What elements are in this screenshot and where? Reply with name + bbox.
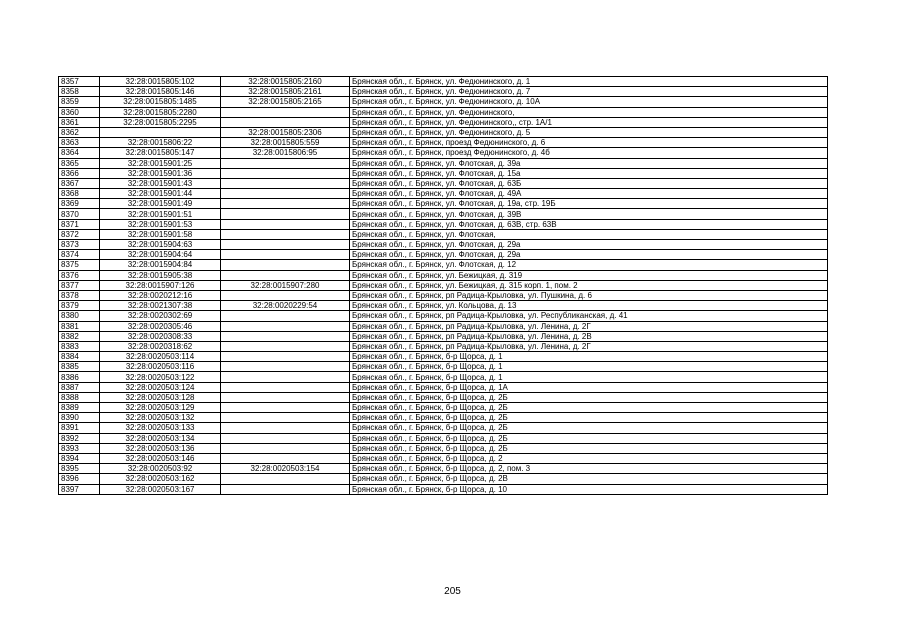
address-cell: Брянская обл., г. Брянск, ул. Флотская, д. 49А	[350, 189, 828, 199]
building-number-cell	[221, 392, 350, 402]
table-row	[59, 148, 828, 158]
table-row	[59, 423, 828, 433]
building-number-cell	[221, 270, 350, 280]
row-number-cell: 8389	[59, 403, 100, 413]
cadastral-number-cell: 32:28:0015905:38	[100, 270, 221, 280]
cadastral-number-cell: 32:28:0020318:62	[100, 341, 221, 351]
address-cell: Брянская обл., г. Брянск, б-р Щорса, д. 2Б	[350, 443, 828, 453]
row-number-cell: 8392	[59, 433, 100, 443]
address-cell: Брянская обл., г. Брянск, ул. Флотская, д. 12	[350, 260, 828, 270]
row-number-cell: 8382	[59, 331, 100, 341]
building-number-cell	[221, 117, 350, 127]
building-number-cell	[221, 352, 350, 362]
address-cell: Брянская обл., г. Брянск, ул. Федюнинского,, стр. 1А/1	[350, 117, 828, 127]
address-cell: Брянская обл., г. Брянск, ул. Федюнинского, д. 10А	[350, 97, 828, 107]
cadastral-number-cell: 32:28:0020302:69	[100, 311, 221, 321]
cadastral-number-cell: 32:28:0020503:133	[100, 423, 221, 433]
address-cell: Брянская обл., г. Брянск, б-р Щорса, д. 2Б	[350, 423, 828, 433]
cadastral-number-cell: 32:28:0021307:38	[100, 301, 221, 311]
table-row	[59, 168, 828, 178]
table-row	[59, 453, 828, 463]
row-number-cell: 8372	[59, 229, 100, 239]
building-number-cell	[221, 158, 350, 168]
registry-table	[58, 76, 828, 495]
building-number-cell	[221, 413, 350, 423]
row-number-cell: 8368	[59, 189, 100, 199]
row-number-cell: 8379	[59, 301, 100, 311]
row-number-cell: 8393	[59, 443, 100, 453]
row-number-cell: 8383	[59, 341, 100, 351]
row-number-cell: 8360	[59, 107, 100, 117]
cadastral-number-cell: 32:28:0020308:33	[100, 331, 221, 341]
table-row	[59, 433, 828, 443]
table-row	[59, 280, 828, 290]
table-row	[59, 107, 828, 117]
table-row	[59, 117, 828, 127]
registry-table-body	[59, 77, 828, 495]
address-cell: Брянская обл., г. Брянск, проезд Федюнинского, д. 6	[350, 138, 828, 148]
building-number-cell	[221, 321, 350, 331]
row-number-cell: 8363	[59, 138, 100, 148]
cadastral-number-cell: 32:28:0015901:43	[100, 178, 221, 188]
table-row	[59, 199, 828, 209]
cadastral-number-cell	[100, 127, 221, 137]
row-number-cell: 8364	[59, 148, 100, 158]
row-number-cell: 8370	[59, 209, 100, 219]
cadastral-number-cell: 32:28:0020503:136	[100, 443, 221, 453]
row-number-cell: 8385	[59, 362, 100, 372]
building-number-cell	[221, 382, 350, 392]
table-row	[59, 229, 828, 239]
building-number-cell: 32:28:0015805:2165	[221, 97, 350, 107]
address-cell: Брянская обл., г. Брянск, ул. Флотская,	[350, 229, 828, 239]
row-number-cell: 8358	[59, 87, 100, 97]
table-row	[59, 97, 828, 107]
cadastral-number-cell: 32:28:0020503:116	[100, 362, 221, 372]
address-cell: Брянская обл., г. Брянск, рп Радица-Крыловка, ул. Пушкина, д. 6	[350, 290, 828, 300]
row-number-cell: 8396	[59, 474, 100, 484]
cadastral-number-cell: 32:28:0020503:129	[100, 403, 221, 413]
address-cell: Брянская обл., г. Брянск, ул. Флотская, д. 63Б	[350, 178, 828, 188]
building-number-cell	[221, 199, 350, 209]
table-row	[59, 270, 828, 280]
address-cell: Брянская обл., г. Брянск, б-р Щорса, д. 2Б	[350, 403, 828, 413]
table-row	[59, 392, 828, 402]
building-number-cell	[221, 260, 350, 270]
row-number-cell: 8373	[59, 240, 100, 250]
cadastral-number-cell: 32:28:0015805:146	[100, 87, 221, 97]
building-number-cell: 32:28:0015907:280	[221, 280, 350, 290]
table-row	[59, 474, 828, 484]
cadastral-number-cell: 32:28:0015805:1485	[100, 97, 221, 107]
row-number-cell: 8375	[59, 260, 100, 270]
address-cell: Брянская обл., г. Брянск, ул. Флотская, д. 29а	[350, 250, 828, 260]
table-row	[59, 158, 828, 168]
building-number-cell	[221, 403, 350, 413]
address-cell: Брянская обл., г. Брянск, ул. Федюнинского, д. 5	[350, 127, 828, 137]
row-number-cell: 8378	[59, 290, 100, 300]
building-number-cell	[221, 290, 350, 300]
cadastral-number-cell: 32:28:0015901:51	[100, 209, 221, 219]
cadastral-number-cell: 32:28:0015907:126	[100, 280, 221, 290]
building-number-cell	[221, 453, 350, 463]
table-row	[59, 138, 828, 148]
building-number-cell	[221, 331, 350, 341]
building-number-cell: 32:28:0020503:154	[221, 464, 350, 474]
cadastral-number-cell: 32:28:0015805:2280	[100, 107, 221, 117]
row-number-cell: 8390	[59, 413, 100, 423]
table-row	[59, 301, 828, 311]
address-cell: Брянская обл., г. Брянск, ул. Флотская, д. 39В	[350, 209, 828, 219]
cadastral-number-cell: 32:28:0015901:53	[100, 219, 221, 229]
cadastral-number-cell: 32:28:0020503:92	[100, 464, 221, 474]
address-cell: Брянская обл., г. Брянск, ул. Флотская, д. 29а	[350, 240, 828, 250]
building-number-cell: 32:28:0015805:2161	[221, 87, 350, 97]
row-number-cell: 8361	[59, 117, 100, 127]
building-number-cell	[221, 341, 350, 351]
building-number-cell	[221, 484, 350, 494]
building-number-cell: 32:28:0015805:2306	[221, 127, 350, 137]
address-cell: Брянская обл., г. Брянск, ул. Флотская, д. 19а, стр. 19Б	[350, 199, 828, 209]
address-cell: Брянская обл., г. Брянск, ул. Федюнинского, д. 7	[350, 87, 828, 97]
table-row	[59, 464, 828, 474]
row-number-cell: 8376	[59, 270, 100, 280]
cadastral-number-cell: 32:28:0015805:147	[100, 148, 221, 158]
table-row	[59, 403, 828, 413]
table-row	[59, 382, 828, 392]
cadastral-number-cell: 32:28:0020503:134	[100, 433, 221, 443]
cadastral-number-cell: 32:28:0020503:132	[100, 413, 221, 423]
row-number-cell: 8357	[59, 77, 100, 87]
building-number-cell	[221, 209, 350, 219]
address-cell: Брянская обл., г. Брянск, б-р Щорса, д. 10	[350, 484, 828, 494]
building-number-cell: 32:28:0020229:54	[221, 301, 350, 311]
building-number-cell	[221, 372, 350, 382]
building-number-cell	[221, 178, 350, 188]
row-number-cell: 8395	[59, 464, 100, 474]
building-number-cell	[221, 311, 350, 321]
address-cell: Брянская обл., г. Брянск, б-р Щорса, д. 1А	[350, 382, 828, 392]
building-number-cell	[221, 107, 350, 117]
building-number-cell	[221, 443, 350, 453]
page-number: 205	[444, 586, 461, 597]
row-number-cell: 8359	[59, 97, 100, 107]
table-row	[59, 219, 828, 229]
address-cell: Брянская обл., г. Брянск, ул. Кольцова, д. 13	[350, 301, 828, 311]
row-number-cell: 8380	[59, 311, 100, 321]
address-cell: Брянская обл., г. Брянск, ул. Федюнинского, д. 1	[350, 77, 828, 87]
building-number-cell	[221, 219, 350, 229]
building-number-cell: 32:28:0015805:559	[221, 138, 350, 148]
table-row	[59, 290, 828, 300]
cadastral-number-cell: 32:28:0015805:2295	[100, 117, 221, 127]
cadastral-number-cell: 32:28:0020305:46	[100, 321, 221, 331]
row-number-cell: 8362	[59, 127, 100, 137]
row-number-cell: 8374	[59, 250, 100, 260]
building-number-cell	[221, 229, 350, 239]
cadastral-number-cell: 32:28:0015901:25	[100, 158, 221, 168]
table-row	[59, 87, 828, 97]
address-cell: Брянская обл., г. Брянск, б-р Щорса, д. 2Б	[350, 413, 828, 423]
address-cell: Брянская обл., г. Брянск, ул. Флотская, д. 63В, стр. 63В	[350, 219, 828, 229]
address-cell: Брянская обл., г. Брянск, ул. Флотская, д. 15а	[350, 168, 828, 178]
row-number-cell: 8386	[59, 372, 100, 382]
address-cell: Брянская обл., г. Брянск, б-р Щорса, д. 2, пом. 3	[350, 464, 828, 474]
row-number-cell: 8366	[59, 168, 100, 178]
row-number-cell: 8394	[59, 453, 100, 463]
address-cell: Брянская обл., г. Брянск, проезд Федюнинского, д. 4б	[350, 148, 828, 158]
cadastral-number-cell: 32:28:0015901:44	[100, 189, 221, 199]
cadastral-number-cell: 32:28:0015904:63	[100, 240, 221, 250]
row-number-cell: 8387	[59, 382, 100, 392]
cadastral-number-cell: 32:28:0020503:128	[100, 392, 221, 402]
cadastral-number-cell: 32:28:0020503:122	[100, 372, 221, 382]
row-number-cell: 8369	[59, 199, 100, 209]
address-cell: Брянская обл., г. Брянск, ул. Федюнинского,	[350, 107, 828, 117]
cadastral-number-cell: 32:28:0020503:167	[100, 484, 221, 494]
address-cell: Брянская обл., г. Брянск, б-р Щорса, д. 2Б	[350, 392, 828, 402]
cadastral-number-cell: 32:28:0020503:162	[100, 474, 221, 484]
table-row	[59, 484, 828, 494]
address-cell: Брянская обл., г. Брянск, рп Радица-Крыловка, ул. Республиканская, д. 41	[350, 311, 828, 321]
table-row	[59, 250, 828, 260]
cadastral-number-cell: 32:28:0015806:22	[100, 138, 221, 148]
building-number-cell	[221, 474, 350, 484]
address-cell: Брянская обл., г. Брянск, ул. Бежицкая, д. 315 корп. 1, пом. 2	[350, 280, 828, 290]
address-cell: Брянская обл., г. Брянск, б-р Щорса, д. 1	[350, 362, 828, 372]
building-number-cell	[221, 362, 350, 372]
address-cell: Брянская обл., г. Брянск, б-р Щорса, д. 1	[350, 352, 828, 362]
table-row	[59, 331, 828, 341]
row-number-cell: 8397	[59, 484, 100, 494]
table-row	[59, 362, 828, 372]
address-cell: Брянская обл., г. Брянск, б-р Щорса, д. 2Б	[350, 433, 828, 443]
row-number-cell: 8391	[59, 423, 100, 433]
address-cell: Брянская обл., г. Брянск, б-р Щорса, д. 2В	[350, 474, 828, 484]
table-row	[59, 240, 828, 250]
building-number-cell: 32:28:0015806:95	[221, 148, 350, 158]
row-number-cell: 8371	[59, 219, 100, 229]
table-row	[59, 321, 828, 331]
row-number-cell: 8384	[59, 352, 100, 362]
building-number-cell	[221, 250, 350, 260]
address-cell: Брянская обл., г. Брянск, рп Радица-Крыловка, ул. Ленина, д. 2Г	[350, 341, 828, 351]
building-number-cell	[221, 423, 350, 433]
building-number-cell	[221, 189, 350, 199]
cadastral-number-cell: 32:28:0015805:102	[100, 77, 221, 87]
cadastral-number-cell: 32:28:0015901:49	[100, 199, 221, 209]
address-cell: Брянская обл., г. Брянск, б-р Щорса, д. 2	[350, 453, 828, 463]
table-row	[59, 178, 828, 188]
table-row	[59, 372, 828, 382]
row-number-cell: 8367	[59, 178, 100, 188]
table-row	[59, 260, 828, 270]
address-cell: Брянская обл., г. Брянск, ул. Флотская, д. 39а	[350, 158, 828, 168]
registry-table-container	[58, 76, 828, 495]
cadastral-number-cell: 32:28:0015904:64	[100, 250, 221, 260]
table-row	[59, 209, 828, 219]
table-row	[59, 189, 828, 199]
table-row	[59, 341, 828, 351]
cadastral-number-cell: 32:28:0015904:84	[100, 260, 221, 270]
table-row	[59, 352, 828, 362]
building-number-cell	[221, 240, 350, 250]
table-row	[59, 443, 828, 453]
cadastral-number-cell: 32:28:0015901:36	[100, 168, 221, 178]
cadastral-number-cell: 32:28:0020212:16	[100, 290, 221, 300]
cadastral-number-cell: 32:28:0020503:114	[100, 352, 221, 362]
table-row	[59, 413, 828, 423]
cadastral-number-cell: 32:28:0020503:124	[100, 382, 221, 392]
building-number-cell	[221, 168, 350, 178]
table-row	[59, 77, 828, 87]
building-number-cell	[221, 433, 350, 443]
address-cell: Брянская обл., г. Брянск, ул. Бежицкая, д. 319	[350, 270, 828, 280]
building-number-cell: 32:28:0015805:2160	[221, 77, 350, 87]
cadastral-number-cell: 32:28:0020503:146	[100, 453, 221, 463]
row-number-cell: 8377	[59, 280, 100, 290]
address-cell: Брянская обл., г. Брянск, рп Радица-Крыловка, ул. Ленина, д. 2Г	[350, 321, 828, 331]
cadastral-number-cell: 32:28:0015901:58	[100, 229, 221, 239]
table-row	[59, 311, 828, 321]
row-number-cell: 8365	[59, 158, 100, 168]
row-number-cell: 8388	[59, 392, 100, 402]
address-cell: Брянская обл., г. Брянск, б-р Щорса, д. 1	[350, 372, 828, 382]
row-number-cell: 8381	[59, 321, 100, 331]
address-cell: Брянская обл., г. Брянск, рп Радица-Крыловка, ул. Ленина, д. 2В	[350, 331, 828, 341]
table-row	[59, 127, 828, 137]
